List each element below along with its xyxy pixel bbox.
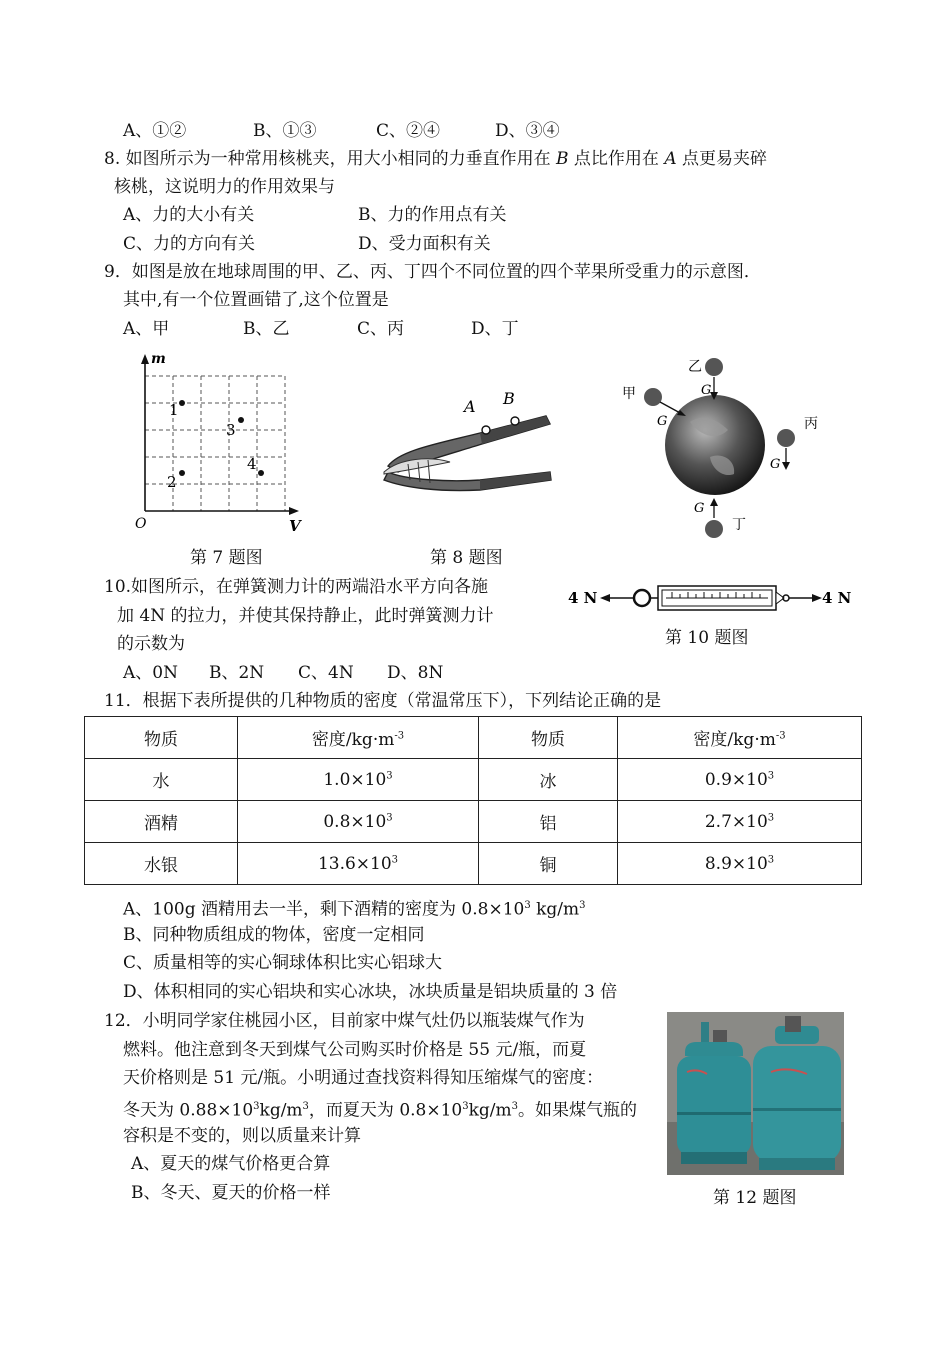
fig7-x-label: V — [289, 517, 301, 535]
q12-stem-line2: 燃料。他注意到冬天到煤气公司购买时价格是 55 元/瓶，而夏 — [123, 1040, 587, 1060]
fig7-point-label-1: 1 — [169, 401, 179, 419]
fig7-origin: O — [135, 516, 147, 532]
table-cell: 铝 — [479, 801, 618, 843]
fig7-point-4 — [258, 470, 264, 476]
q10-option-b: B、2N — [209, 663, 265, 683]
table-cell: $8.9\times 10^3$ — [618, 843, 862, 885]
fig7-mv-graph — [125, 348, 315, 538]
fig7-caption: 第 7 题图 — [190, 548, 263, 568]
table-header-cell: 物质 — [85, 717, 238, 759]
table-header-cell: 物质 — [479, 717, 618, 759]
q8-option-c: C、力的方向有关 — [123, 234, 256, 254]
q8-stem-line2: 核桃，这说明力的作用效果与 — [114, 177, 335, 197]
q7-option-b: B、①③ — [253, 121, 317, 141]
table-cell: $2.7\times 10^3$ — [618, 801, 862, 843]
fig10-caption: 第 10 题图 — [665, 628, 749, 648]
fig12-caption: 第 12 题图 — [713, 1188, 797, 1208]
fig8-label-b: B — [503, 389, 515, 408]
fig9-g-jia: G — [657, 414, 668, 429]
q12-stem-line3: 天价格则是 51 元/瓶。小明通过查找资料得知压缩煤气的密度： — [123, 1068, 604, 1088]
q8-option-d: D、受力面积有关 — [358, 234, 491, 254]
q12-option-a: A、夏天的煤气价格更合算 — [131, 1154, 331, 1174]
fig9-g-yi: G — [701, 383, 712, 398]
q10-option-c: C、4N — [298, 663, 354, 683]
fig7-point-label-4: 4 — [247, 455, 257, 473]
fig8-label-a: A — [464, 397, 476, 416]
q10-stem-line3: 的示数为 — [117, 634, 185, 654]
q9-option-d: D、丁 — [471, 319, 519, 339]
table-header-row — [85, 717, 862, 759]
fig9-label-yi: 乙 — [688, 359, 702, 375]
fig7-point-label-3: 3 — [226, 421, 236, 439]
q9-stem-line1: 9．如图是放在地球周围的甲、乙、丙、丁四个不同位置的四个苹果所受重力的示意图． — [104, 262, 761, 282]
table-header-cell: 密度$/kg\cdot m^{-3}$ — [238, 717, 479, 759]
fig9-g-ding: G — [694, 501, 705, 516]
table-cell: 冰 — [479, 759, 618, 801]
fig7-point-1 — [179, 400, 185, 406]
table-header-cell: 密度$/kg\cdot m^{-3}$ — [618, 717, 862, 759]
q7-option-c: C、②④ — [376, 121, 441, 141]
fig10-left-force: 4 N — [568, 589, 598, 607]
q11-option-d: D、体积相同的实心铝块和实心冰块，冰块质量是铝块质量的 3 倍 — [123, 982, 618, 1002]
q8-stem-line1: 8. 如图所示为一种常用核桃夹，用大小相同的力垂直作用在 B 点比作用在 A 点更易夹碎 — [104, 149, 768, 169]
table-row — [85, 843, 862, 885]
table-cell: $0.9\times 10^3$ — [618, 759, 862, 801]
apple-ding-icon — [705, 520, 723, 538]
fig7-point-3 — [238, 417, 244, 423]
q9-option-b: B、乙 — [243, 319, 290, 339]
fig8-caption: 第 8 题图 — [430, 548, 503, 568]
table-row — [85, 759, 862, 801]
apple-yi-icon — [705, 358, 723, 376]
fig8-nutcracker — [370, 388, 560, 498]
gas-cylinders-photo — [667, 1012, 844, 1175]
q7-option-a: A、①② — [123, 121, 187, 141]
q12-stem-line1: 12．小明同学家住桃园小区，目前家中煤气灶仍以瓶装煤气作为 — [104, 1011, 585, 1031]
q9-option-c: C、丙 — [357, 319, 405, 339]
fig9-label-bing: 丙 — [804, 416, 818, 432]
fig7-y-label: m — [151, 351, 166, 367]
q11-option-b: B、同种物质组成的物体，密度一定相同 — [123, 925, 425, 945]
fig9-g-bing: G — [770, 457, 781, 472]
q11-stem: 11．根据下表所提供的几种物质的密度（常温常压下），下列结论正确的是 — [104, 691, 662, 711]
table-cell: $0.8\times 10^3$ — [238, 801, 479, 843]
q12-stem-line4: 冬天为 $0.88\times 10^3kg/m^3$，而夏天为 $0.8\times 10^3kg/m^3$。如果煤气瓶的 — [123, 1100, 638, 1121]
q8-option-b: B、力的作用点有关 — [358, 205, 507, 225]
table-cell: $1.0\times 10^3$ — [238, 759, 479, 801]
q12-stem-line5: 容积是不变的，则以质量来计算 — [123, 1126, 361, 1146]
q11-option-a: A、100g 酒精用去一半，剩下酒精的密度为 $0.8\times 10^3$ $kg/m^3$ — [123, 899, 586, 920]
fig7-point-label-2: 2 — [167, 473, 177, 491]
fig10-right-force: 4 N — [822, 589, 852, 607]
q10-stem-line2: 加 4N 的拉力，并使其保持静止，此时弹簧测力计 — [117, 606, 494, 626]
q10-stem-line1: 10.如图所示，在弹簧测力计的两端沿水平方向各施 — [104, 577, 489, 597]
fig9-earth-apples — [610, 352, 830, 542]
table-cell: 酒精 — [85, 801, 238, 843]
q10-option-a: A、0N — [123, 663, 178, 683]
table-cell: 水银 — [85, 843, 238, 885]
table-cell: 水 — [85, 759, 238, 801]
fig9-label-ding: 丁 — [732, 517, 746, 533]
q7-option-d: D、③④ — [495, 121, 560, 141]
q8-option-a: A、力的大小有关 — [123, 205, 255, 225]
density-table — [84, 716, 862, 885]
fig10-spring-scale — [562, 578, 854, 618]
table-row — [85, 801, 862, 843]
fig9-label-jia: 甲 — [622, 386, 636, 402]
apple-bing-icon — [777, 429, 795, 447]
q10-option-d: D、8N — [387, 663, 444, 683]
q11-option-c: C、质量相等的实心铜球体积比实心铝球大 — [123, 953, 443, 973]
fig7-point-2 — [179, 470, 185, 476]
table-cell: $13.6\times 10^3$ — [238, 843, 479, 885]
q12-option-b: B、冬天、夏天的价格一样 — [131, 1183, 331, 1203]
q9-stem-line2: 其中,有一个位置画错了,这个位置是 — [123, 290, 389, 310]
table-cell: 铜 — [479, 843, 618, 885]
apple-jia-icon — [644, 388, 662, 406]
q9-option-a: A、甲 — [123, 319, 170, 339]
